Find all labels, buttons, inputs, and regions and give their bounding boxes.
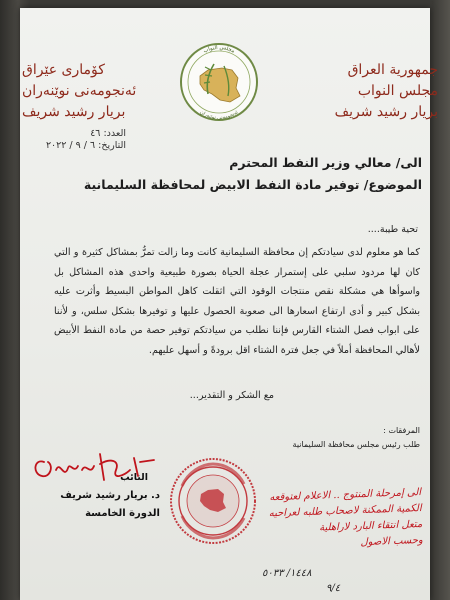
reference-date-value: ٦ / ٩ / ٢٠٢٢	[45, 140, 96, 151]
handwritten-date: ١٤٤٨/ ٥٠٣٣	[262, 568, 312, 579]
signatory-term: الدورة الخامسة	[85, 508, 160, 519]
handnote-line: الى إمرحلة المنتوج .. الاعلام لعتوقعه	[269, 487, 422, 504]
reference-date-label: التاريخ:	[98, 140, 126, 151]
attachments	[220, 424, 420, 452]
logo-text-bottom: ئەنجومەنی نوێنەران	[198, 109, 240, 122]
header-left-line: بريار رشيد شريف	[22, 104, 126, 120]
logo-text-top: مجلس النواب	[202, 44, 236, 55]
reference-block	[34, 128, 126, 152]
official-stamp	[168, 456, 258, 546]
handwritten-note	[249, 485, 423, 555]
handnote-line: متعل انتقاء البارد لاراهلية	[318, 518, 423, 534]
body-paragraph: كما هو معلوم لدى سيادتكم إن محافظة السليمانية كانت وما زالت تمرُّ بمشاكل كثيرة و التي كان لها مردود سلبي على إستمرار عجلة الحياة بصورة طبيعية واحدى هذه المشاكل بل واسوأها هي مشكلة نقص منتجات الوقود التي اثقلت كاهل المواطن البسيط وأثرت عليه بشكل كبير و أدى ارتفاع اسعارها الى صعوبة الحصول عليها و توفيرها بشكل سلس، و لأننا على ابواب فصل الشتاء القارس فإننا نطلب من سيادتكم توفير حصة من مادة النفط الأبيض لأهالي المحافظة أملاً في جعل فترة الشتاء اقل برودةً و أسهل عليهم.	[54, 247, 420, 356]
header-right	[308, 60, 438, 123]
signatory-title: النائب	[120, 472, 148, 483]
subject-line: الموضوع/ توفير مادة النفط الابيض لمحافظة السليمانية	[83, 177, 422, 192]
reference-number	[34, 128, 126, 140]
handnote-line: الكمية الممكنة لاصحاب طلبه لعراحيه	[268, 503, 422, 520]
recipient-line: الى/ معالي وزير النفط المحترم	[229, 155, 422, 170]
header-right-line: جمهورية العراق	[347, 62, 438, 78]
reference-number-label: العدد:	[103, 128, 126, 139]
parliament-logo	[178, 40, 260, 124]
signatory-name: د. بريار رشيد شريف	[60, 490, 160, 501]
header-left-line: كۆماری عێراق	[22, 62, 105, 78]
attachments-item: طلب رئيس مجلس محافظة السليمانية	[292, 440, 420, 449]
handnote-line: وحسب الاصول	[360, 534, 423, 549]
reference-number-value: ٤٦	[90, 128, 101, 139]
header-right-line: مجلس النواب	[357, 83, 438, 99]
handwritten-date-short: ٩/٤	[326, 583, 341, 594]
letter-body	[54, 243, 420, 361]
reference-date	[34, 140, 126, 152]
header-right-line: بريار رشيد شريف	[334, 104, 438, 120]
header-left-line: ئەنجومەنی نوێنەران	[22, 83, 137, 99]
closing-line: مع الشكر و التقدير...	[189, 390, 274, 401]
attachments-label: المرفقات :	[383, 426, 420, 435]
greeting: تحية طيبة....	[367, 224, 418, 235]
header-left	[22, 60, 152, 123]
